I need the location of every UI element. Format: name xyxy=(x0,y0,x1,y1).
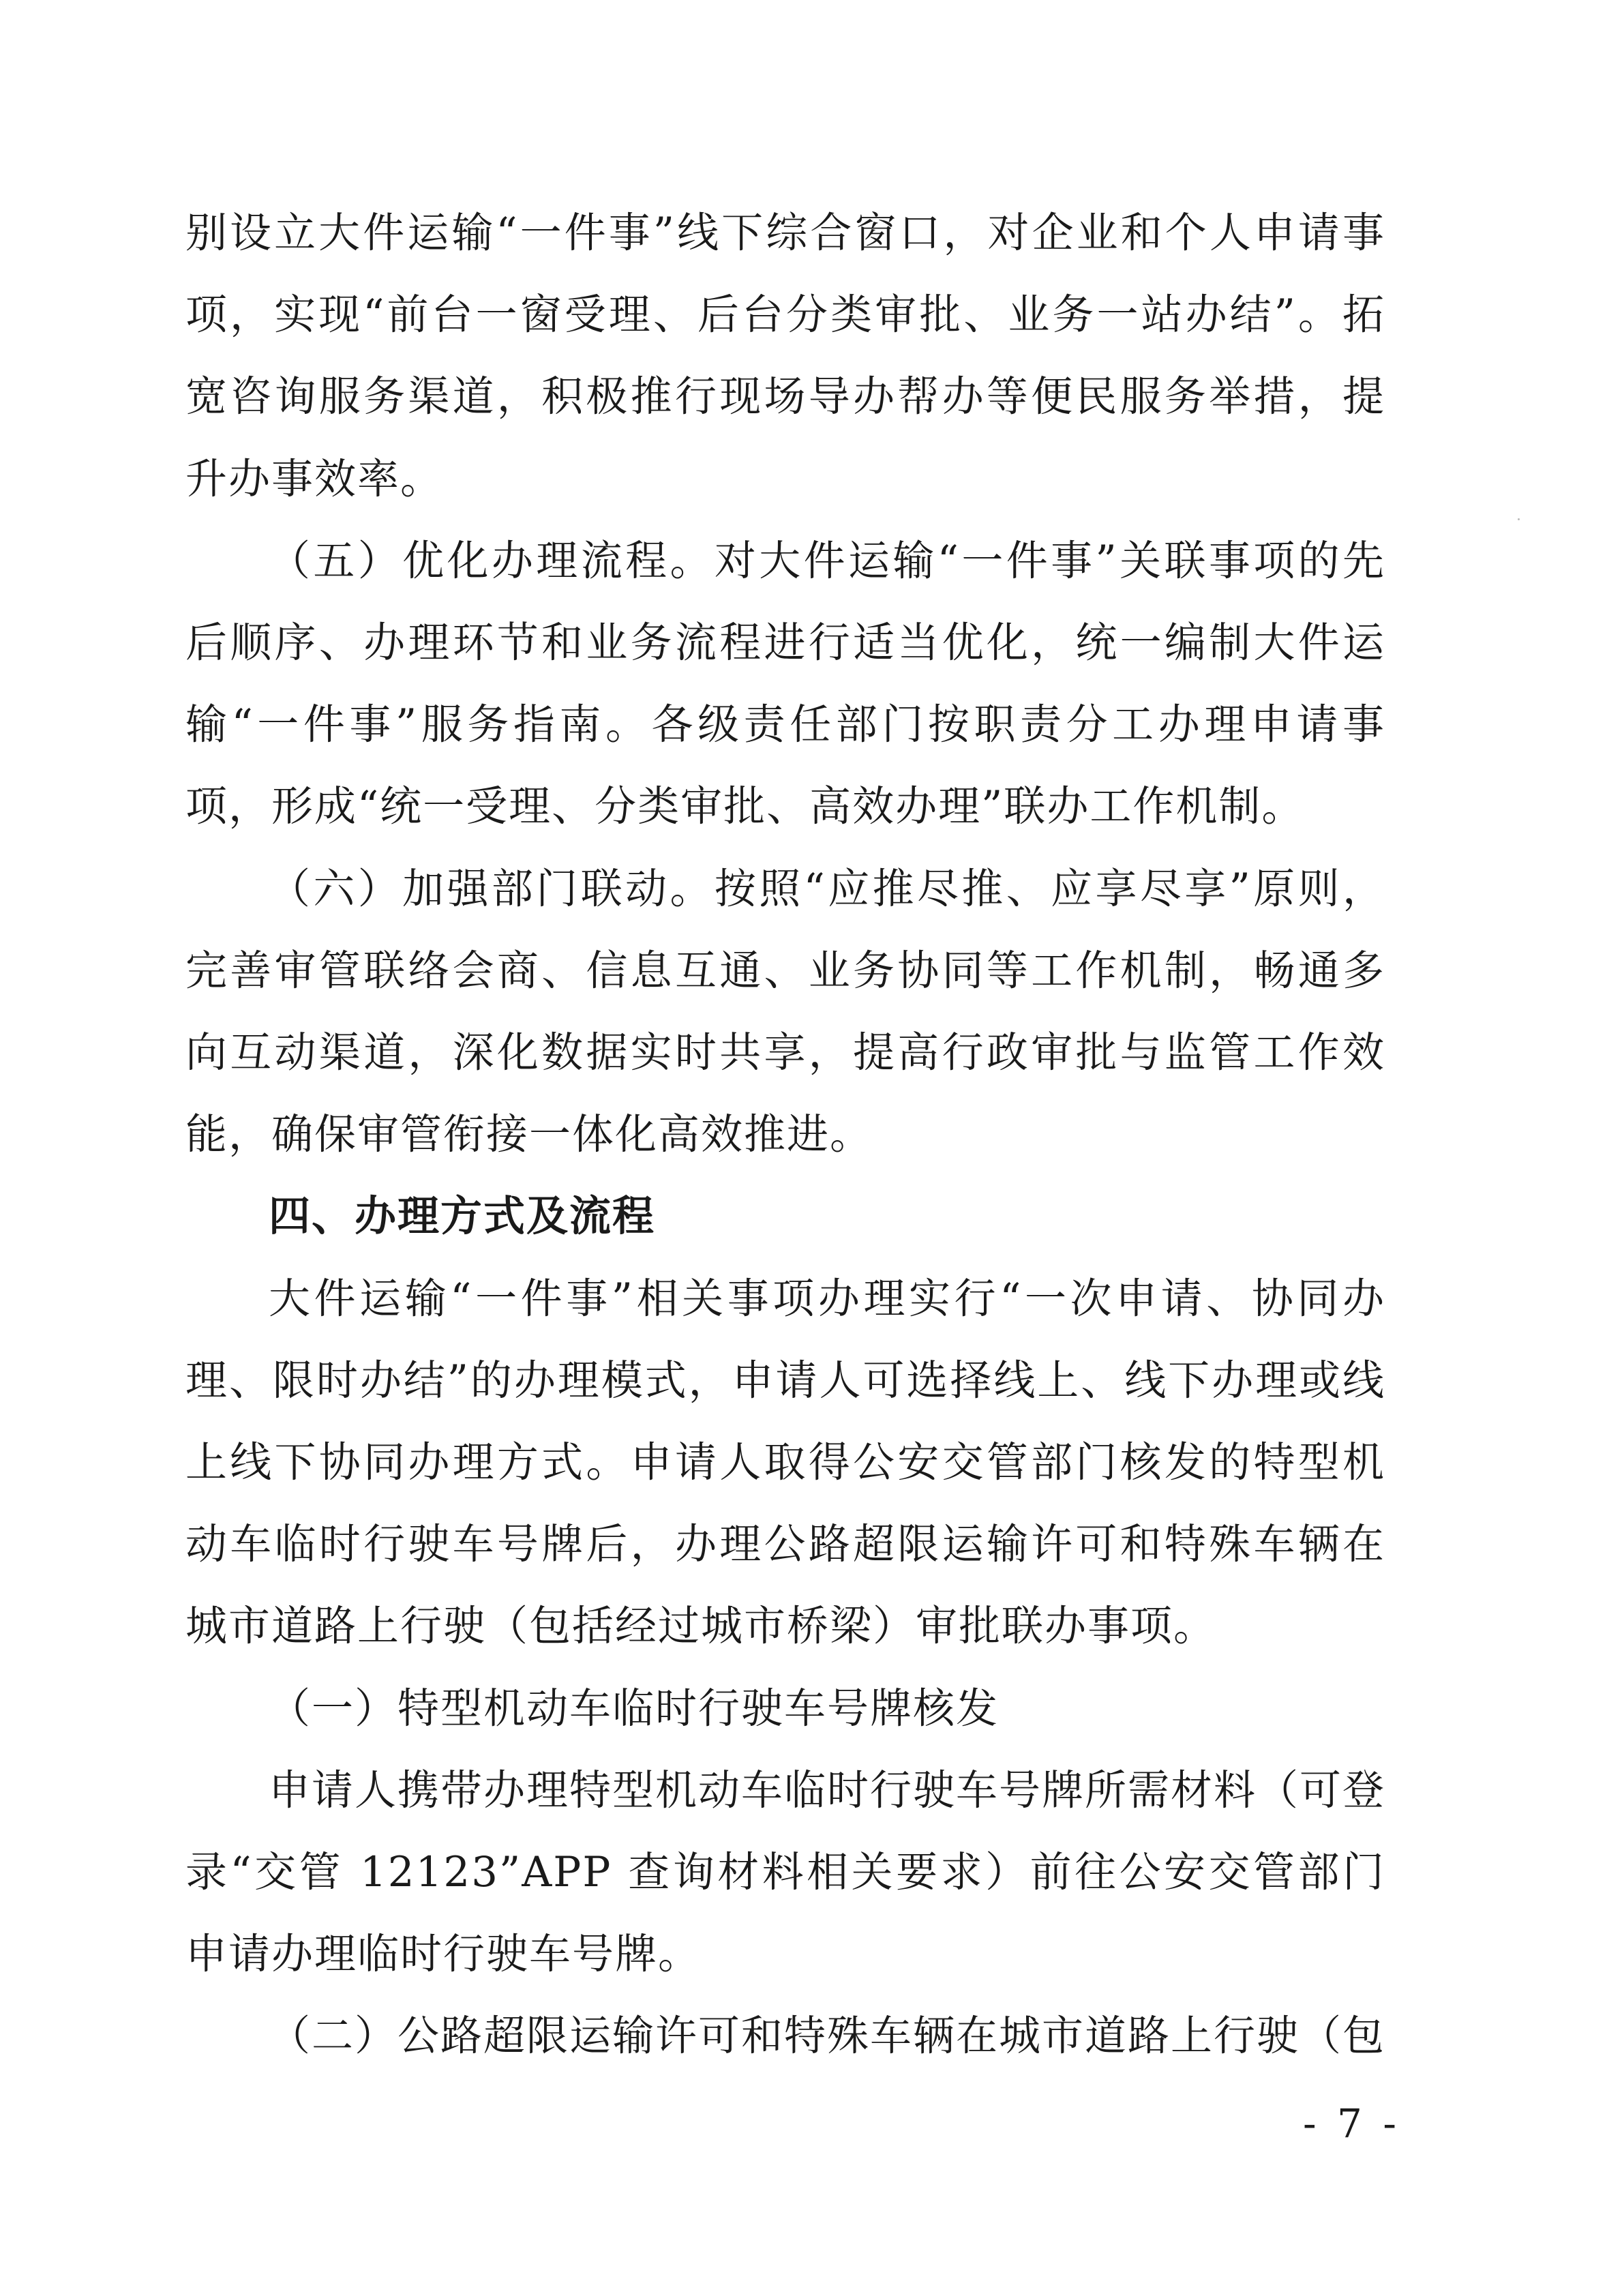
subheading-overlimit-permit: （二）公路超限运输许可和特殊车辆在城市道路上行驶（包 xyxy=(269,2012,1386,2061)
page-number: - 7 - xyxy=(1303,2100,1400,2147)
paragraph-plate-application: 申请人携带办理特型机动车临时行驶车号牌所需材料（可登录“交管 12123”APP 查询材料相关要求）前往公安交管部门申请办理临时行驶车号牌。 xyxy=(185,1765,1386,1979)
paragraph-department-linkage: （六）加强部门联动。按照“应推尽推、应享尽享”原则，完善审管联络会商、信息互通、业务协同等工作机制，畅通多向互动渠道，深化数据实时共享，提高行政审批与监管工作效能，确保审管衔接一体化高效推进。 xyxy=(185,864,1385,1159)
subheading-plate-issuance: （一）特型机动车临时行驶车号牌核发 xyxy=(269,1684,1000,1733)
paragraph-optimize-process: （五）优化办理流程。对大件运输“一件事”关联事项的先后顺序、办理环节和业务流程进行适当优化，统一编制大件运输“一件事”服务指南。各级责任部门按职责分工办理申请事项，形成“统一受理、分类审批、高效办理”联办工作机制。 xyxy=(185,536,1385,831)
section-heading-four: 四、办理方式及流程 xyxy=(269,1192,656,1241)
paragraph-handling-mode: 大件运输“一件事”相关事项办理实行“一次申请、协同办理、限时办结”的办理模式，申请人可选择线上、线下办理或线上线下协同办理方式。申请人取得公安交管部门核发的特型机动车临时行驶车号牌后，办理公路超限运输许可和特殊车辆在城市道路上行驶（包括经过城市桥梁）审批联办事项。 xyxy=(185,1274,1385,1651)
body-text xyxy=(185,192,1385,2078)
scan-speck xyxy=(1518,518,1520,520)
paragraph-window-setup: 别设立大件运输“一件事”线下综合窗口，对企业和个人申请事项，实现“前台一窗受理、后台分类审批、业务一站办结”。拓宽咨询服务渠道，积极推行现场导办帮办等便民服务举措，提升办事效率。 xyxy=(185,209,1385,503)
